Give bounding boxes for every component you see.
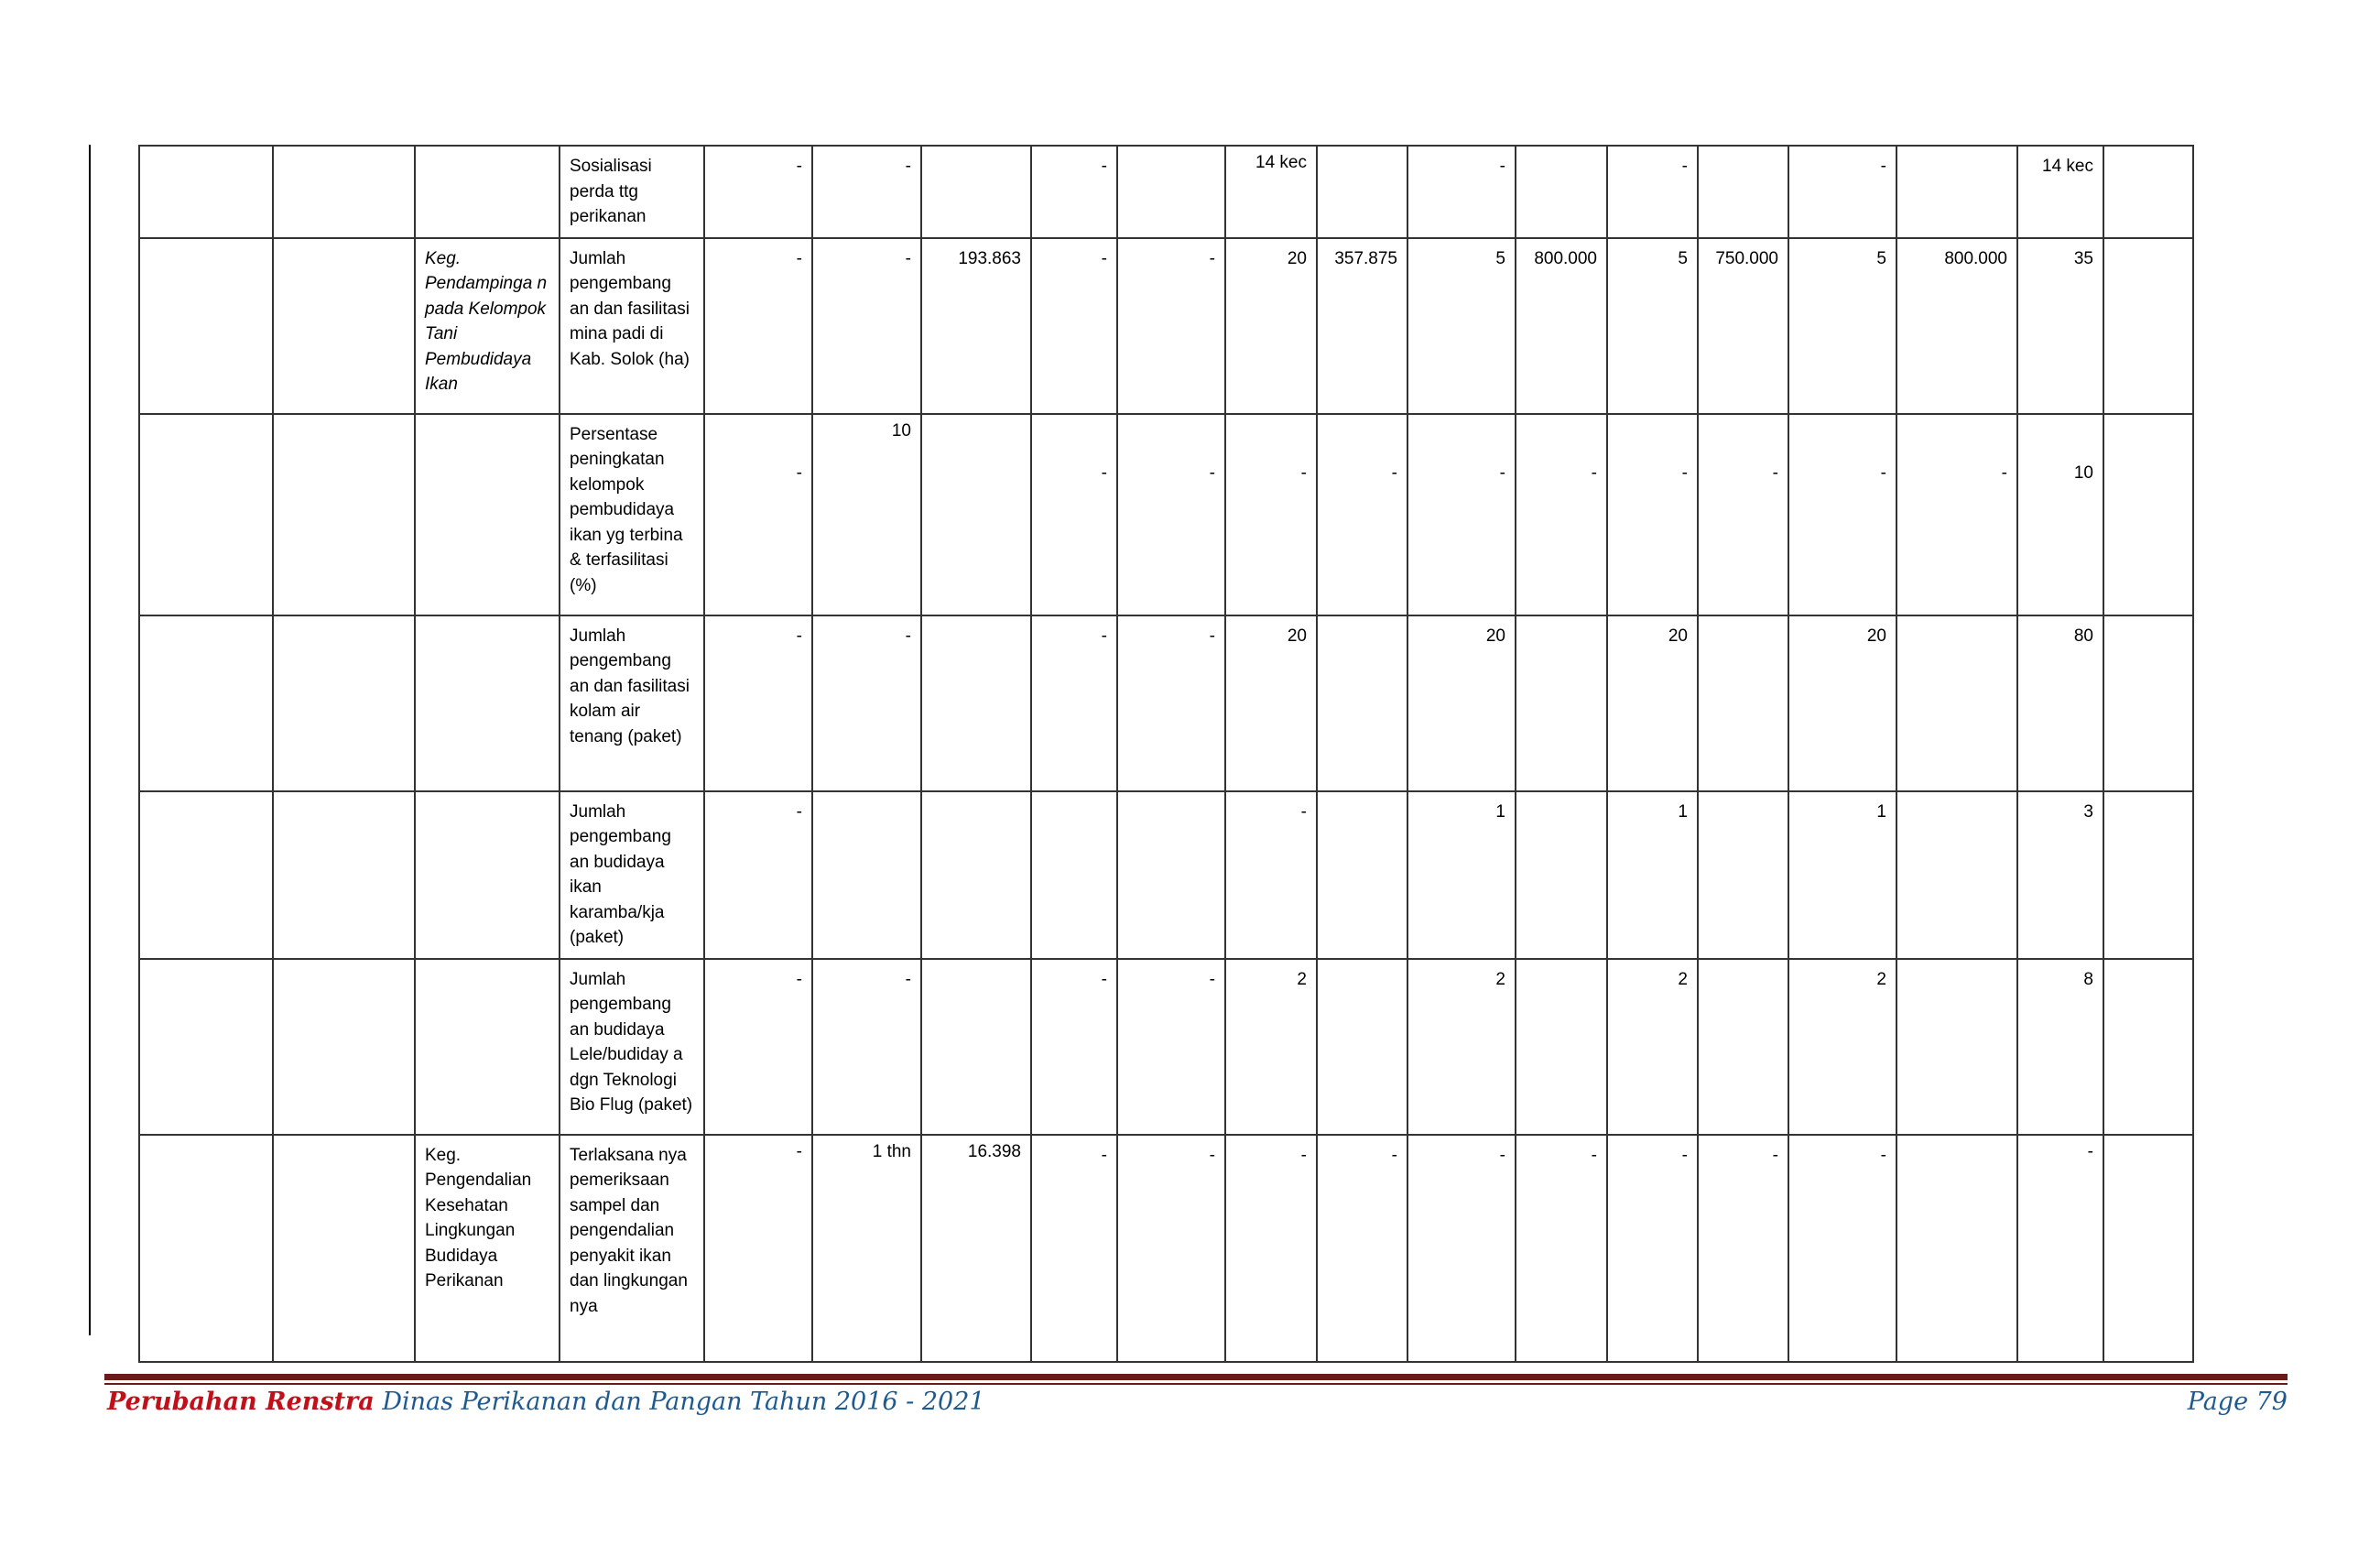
- program-cell: [139, 959, 273, 1135]
- footer-rule-thin: [104, 1383, 2288, 1385]
- data-cell: -: [1117, 1135, 1225, 1362]
- program-cell: [139, 791, 273, 959]
- program-cell: [139, 238, 273, 414]
- program-cell: [139, 414, 273, 615]
- data-cell: -: [1117, 414, 1225, 615]
- data-cell: 800.000: [1896, 238, 2017, 414]
- data-cell: 1: [1788, 791, 1896, 959]
- data-cell: 2: [1225, 959, 1317, 1135]
- data-cell: [1896, 791, 2017, 959]
- data-cell: 80: [2017, 615, 2103, 791]
- data-cell: 16.398: [921, 1135, 1031, 1362]
- data-cell: 750.000: [1698, 238, 1788, 414]
- data-cell: 20: [1607, 615, 1698, 791]
- data-cell: -: [1031, 414, 1117, 615]
- data-cell: 35: [2017, 238, 2103, 414]
- data-cell: [1317, 615, 1407, 791]
- data-cell: 10: [2017, 414, 2103, 615]
- data-cell: -: [1407, 414, 1516, 615]
- data-cell: -: [1031, 238, 1117, 414]
- data-cell: -: [1031, 1135, 1117, 1362]
- data-cell: -: [1117, 959, 1225, 1135]
- data-cell: -: [1031, 615, 1117, 791]
- data-cell: 5: [1788, 238, 1896, 414]
- data-cell: -: [1117, 615, 1225, 791]
- data-cell: -: [704, 615, 812, 791]
- data-cell: [1896, 1135, 2017, 1362]
- table-row: [139, 959, 2193, 1135]
- page-number: Page 79: [2187, 1388, 2288, 1416]
- kegiatan-cell: Keg. Pendampinga n pada Kelompok Tani Pembudidaya Ikan: [415, 238, 560, 414]
- data-cell: 1: [1607, 791, 1698, 959]
- sasaran-cell: [273, 791, 415, 959]
- data-cell: [1698, 146, 1788, 238]
- footer-title: [107, 1388, 985, 1416]
- sasaran-cell: [273, 615, 415, 791]
- data-cell: [1516, 615, 1607, 791]
- data-cell: [1117, 146, 1225, 238]
- sasaran-cell: [273, 1135, 415, 1362]
- data-cell: [2103, 414, 2193, 615]
- data-cell: [2103, 615, 2193, 791]
- indikator-cell: Jumlah pengembang an dan fasilitasi mina padi di Kab. Solok (ha): [560, 238, 704, 414]
- data-cell: 2: [1788, 959, 1896, 1135]
- kegiatan-cell: [415, 414, 560, 615]
- data-cell: 8: [2017, 959, 2103, 1135]
- data-cell: -: [1407, 146, 1516, 238]
- footer-rule-thick: [104, 1374, 2288, 1380]
- data-cell: [1896, 959, 2017, 1135]
- indikator-cell: Terlaksana nya pemeriksaan sampel dan pengendalian penyakit ikan dan lingkungan nya: [560, 1135, 704, 1362]
- data-cell: [812, 791, 921, 959]
- data-cell: 20: [1225, 238, 1317, 414]
- data-cell: -: [1788, 146, 1896, 238]
- data-cell: 800.000: [1516, 238, 1607, 414]
- data-cell: 5: [1407, 238, 1516, 414]
- data-cell: 1 thn: [812, 1135, 921, 1362]
- indikator-cell: Jumlah pengembang an budidaya Lele/budiday a dgn Teknologi Bio Flug (paket): [560, 959, 704, 1135]
- data-cell: 20: [1407, 615, 1516, 791]
- data-cell: [1317, 146, 1407, 238]
- footer-title-rest: Dinas Perikanan dan Pangan Tahun 2016 - 2021: [382, 1388, 985, 1416]
- program-cell: [139, 615, 273, 791]
- table-row: [139, 615, 2193, 791]
- kegiatan-cell: [415, 959, 560, 1135]
- sasaran-cell: [273, 959, 415, 1135]
- sasaran-cell: [273, 238, 415, 414]
- data-cell: [1031, 791, 1117, 959]
- program-cell: [139, 1135, 273, 1362]
- sasaran-cell: [273, 414, 415, 615]
- data-cell: -: [2017, 1135, 2103, 1362]
- kegiatan-cell: Keg. Pengendalian Kesehatan Lingkungan Budidaya Perikanan: [415, 1135, 560, 1362]
- data-cell: [1698, 615, 1788, 791]
- program-cell: [139, 146, 273, 238]
- data-cell: [1516, 146, 1607, 238]
- data-cell: -: [1788, 1135, 1896, 1362]
- data-cell: 5: [1607, 238, 1698, 414]
- renstra-table: [138, 145, 2194, 1363]
- data-cell: [921, 414, 1031, 615]
- data-cell: -: [1031, 146, 1117, 238]
- table-row: [139, 146, 2193, 238]
- data-cell: -: [1225, 791, 1317, 959]
- data-cell: -: [812, 146, 921, 238]
- data-cell: [1317, 959, 1407, 1135]
- data-cell: [921, 791, 1031, 959]
- data-cell: -: [812, 238, 921, 414]
- data-cell: [1516, 791, 1607, 959]
- data-cell: [2103, 959, 2193, 1135]
- data-cell: -: [1407, 1135, 1516, 1362]
- data-cell: [1516, 959, 1607, 1135]
- indikator-cell: Jumlah pengembang an budidaya ikan karamba/kja (paket): [560, 791, 704, 959]
- data-cell: [1317, 791, 1407, 959]
- data-cell: 10: [812, 414, 921, 615]
- data-cell: [2103, 791, 2193, 959]
- table-row: [139, 791, 2193, 959]
- footer-title-bold: Perubahan Renstra: [107, 1388, 375, 1416]
- data-cell: -: [1317, 414, 1407, 615]
- data-cell: -: [1516, 1135, 1607, 1362]
- data-cell: 2: [1407, 959, 1516, 1135]
- data-cell: [1698, 959, 1788, 1135]
- data-cell: -: [704, 1135, 812, 1362]
- data-cell: 357.875: [1317, 238, 1407, 414]
- data-cell: 2: [1607, 959, 1698, 1135]
- data-cell: -: [1117, 238, 1225, 414]
- data-cell: -: [704, 959, 812, 1135]
- data-cell: -: [1225, 1135, 1317, 1362]
- data-cell: -: [704, 791, 812, 959]
- table-row: [139, 1135, 2193, 1362]
- kegiatan-cell: [415, 615, 560, 791]
- data-cell: 20: [1788, 615, 1896, 791]
- data-cell: -: [1607, 1135, 1698, 1362]
- data-cell: 14 kec: [2017, 146, 2103, 238]
- data-cell: -: [1516, 414, 1607, 615]
- data-cell: 1: [1407, 791, 1516, 959]
- data-cell: -: [1896, 414, 2017, 615]
- indikator-cell: Persentase peningkatan kelompok pembudidaya ikan yg terbina & terfasilitasi (%): [560, 414, 704, 615]
- data-cell: -: [704, 146, 812, 238]
- data-cell: [1896, 615, 2017, 791]
- data-cell: -: [1607, 414, 1698, 615]
- sasaran-cell: [273, 146, 415, 238]
- table-row: [139, 414, 2193, 615]
- data-cell: -: [1031, 959, 1117, 1135]
- indikator-cell: Jumlah pengembang an dan fasilitasi kolam air tenang (paket): [560, 615, 704, 791]
- kegiatan-cell: [415, 146, 560, 238]
- data-cell: -: [812, 959, 921, 1135]
- data-cell: [921, 615, 1031, 791]
- data-cell: 193.863: [921, 238, 1031, 414]
- data-cell: [1698, 791, 1788, 959]
- data-cell: -: [1698, 414, 1788, 615]
- data-cell: 20: [1225, 615, 1317, 791]
- data-cell: -: [812, 615, 921, 791]
- kegiatan-cell: [415, 791, 560, 959]
- data-cell: [921, 146, 1031, 238]
- data-cell: [1896, 146, 2017, 238]
- data-cell: -: [704, 238, 812, 414]
- data-cell: -: [1607, 146, 1698, 238]
- data-cell: -: [704, 414, 812, 615]
- data-cell: 3: [2017, 791, 2103, 959]
- data-cell: -: [1698, 1135, 1788, 1362]
- data-cell: [921, 959, 1031, 1135]
- data-cell: [1117, 791, 1225, 959]
- data-cell: -: [1225, 414, 1317, 615]
- data-cell: 14 kec: [1225, 146, 1317, 238]
- data-cell: [2103, 1135, 2193, 1362]
- data-cell: [2103, 146, 2193, 238]
- data-cell: -: [1317, 1135, 1407, 1362]
- data-cell: [2103, 238, 2193, 414]
- indikator-cell: Sosialisasi perda ttg perikanan: [560, 146, 704, 238]
- data-cell: -: [1788, 414, 1896, 615]
- left-margin-rule: [89, 145, 91, 1335]
- table-row: [139, 238, 2193, 414]
